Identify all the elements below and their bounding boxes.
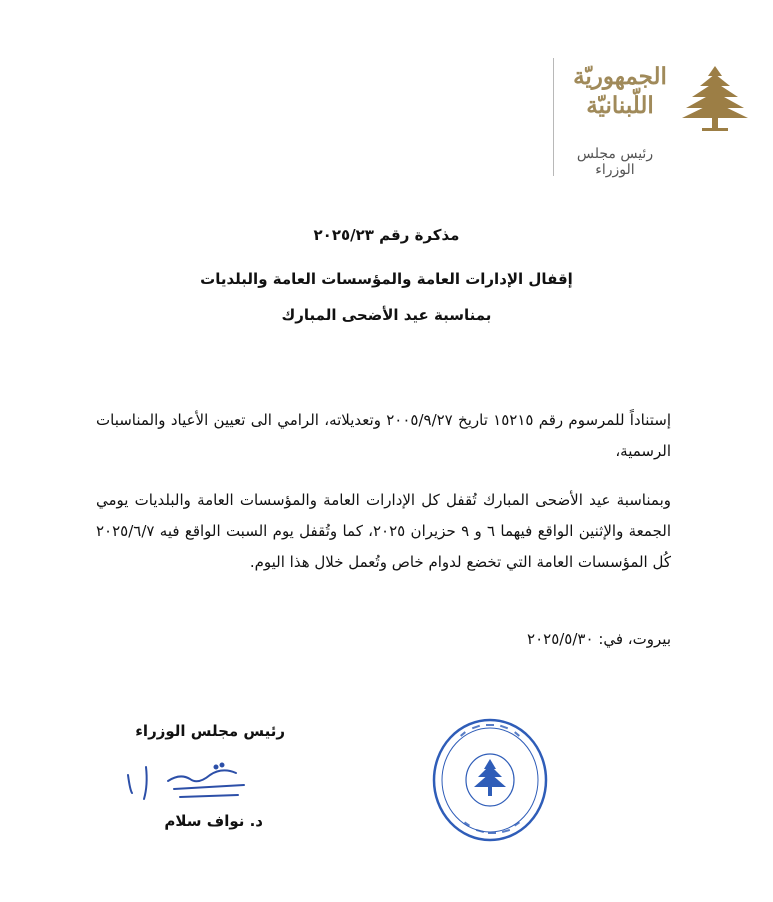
- emblem-line-1: الجمهوريّة: [573, 63, 667, 90]
- body-paragraph-1: إستناداً للمرسوم رقم ١٥٢١٥ تاريخ ٢٠٠٥/٩/٢٧ وتعديلاته، الرامي الى تعيين الأعياد والمناسبات الرسمية،: [96, 411, 672, 460]
- cedar-emblem-icon: [680, 62, 750, 134]
- header-divider: [553, 58, 554, 176]
- republic-emblem-text: [570, 62, 670, 120]
- emblem-line-2: اللّبنانيّة: [586, 92, 654, 119]
- body-paragraph-2: وبمناسبة عيد الأضحى المبارك تُقفل كل الإدارات العامة والمؤسسات العامة والبلديات يومي الجمعة والإثنين الواقع فيهما ٦ و ٩ حزيران ٢٠٢٥، كما وتُقفل يوم السبت الواقع فيه ٢٠٢٥/٦/٧ كُل المؤسسات العامة التي تخضع لدوام خاص وتُعمل خلال هذا اليوم.: [96, 491, 671, 571]
- handwritten-signature: [118, 755, 258, 810]
- office-label: رئيس مجلس الوزراء: [576, 146, 654, 178]
- memo-subtitle: بمناسبة عيد الأضحى المبارك: [281, 306, 492, 324]
- dateline: بيروت، في: ٢٠٢٥/٥/٣٠: [527, 630, 671, 648]
- official-stamp: [430, 715, 550, 845]
- memo-title: إقفال الإدارات العامة والمؤسسات العامة والبلديات: [200, 270, 573, 288]
- memo-number: مذكرة رقم ٢٠٢٥/٢٣: [313, 226, 460, 244]
- signatory-name: د. نواف سلام: [164, 812, 263, 830]
- signatory-title: رئيس مجلس الوزراء: [135, 722, 285, 740]
